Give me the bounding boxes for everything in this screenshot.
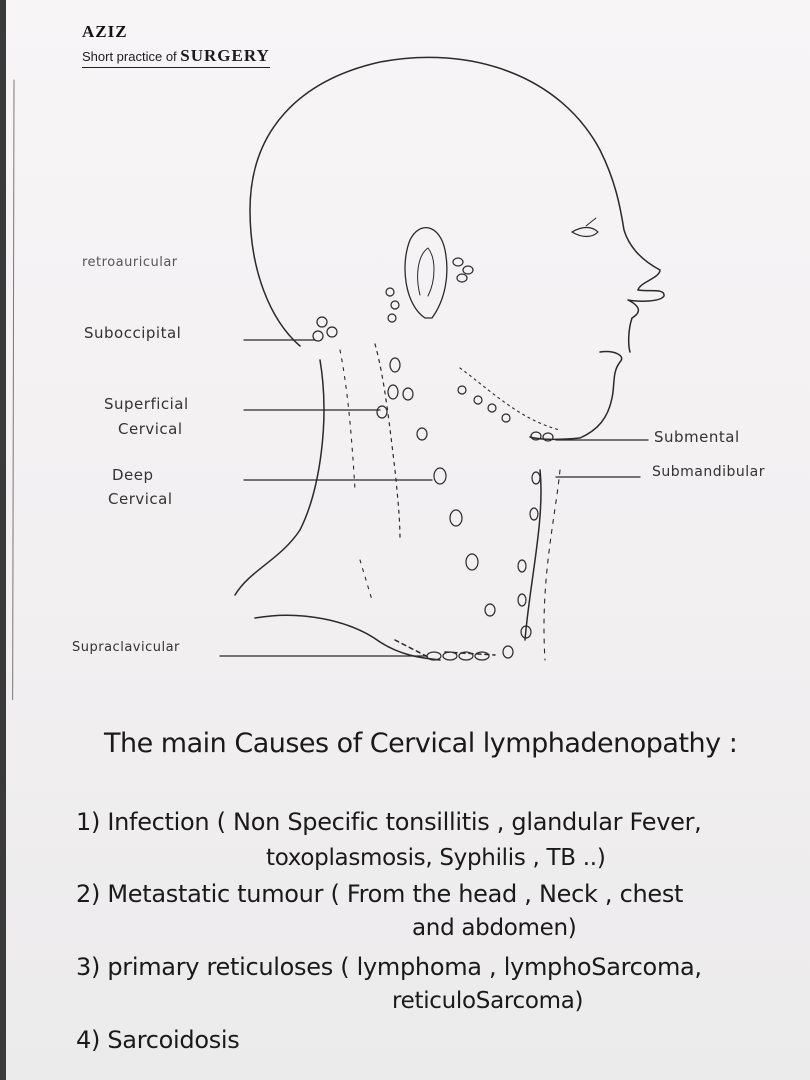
cause-1-cont: toxoplasmosis, Syphilis , TB ..) bbox=[266, 845, 606, 871]
brand-name: AZIZ bbox=[82, 22, 128, 41]
label-deep-cervical: Cervical bbox=[108, 490, 173, 508]
neck-back bbox=[235, 360, 324, 595]
cause-2-cont: and abdomen) bbox=[412, 915, 577, 941]
book-title-bold: SURGERY bbox=[180, 46, 270, 65]
label-deep: Deep bbox=[112, 466, 154, 484]
label-supraclavicular: Supraclavicular bbox=[72, 640, 180, 655]
shoulder bbox=[255, 615, 440, 660]
label-retroauricular: retroauricular bbox=[82, 255, 178, 270]
cause-2: 2) Metastatic tumour ( From the head , Neck , chest bbox=[76, 880, 684, 908]
head-outline bbox=[250, 57, 660, 346]
label-suboccipital: Suboccipital bbox=[84, 324, 182, 342]
eye bbox=[572, 228, 598, 237]
cause-1: 1) Infection ( Non Specific tonsillitis , glandular Fever, bbox=[76, 808, 702, 836]
leader-lines bbox=[220, 340, 648, 656]
cause-3-cont: reticuloSarcoma) bbox=[392, 988, 584, 1014]
nose-lips bbox=[628, 290, 664, 352]
book-prefix: Short practice of bbox=[82, 49, 181, 64]
cause-3: 3) primary reticuloses ( lymphoma , lymphoSarcoma, bbox=[76, 953, 702, 981]
jaw-line bbox=[530, 352, 622, 440]
neck-front bbox=[525, 470, 541, 640]
ear bbox=[405, 228, 447, 318]
causes-heading: The main Causes of Cervical lymphadenopathy : bbox=[104, 728, 738, 759]
label-submental: Submental bbox=[654, 428, 740, 446]
label-superficial-cervical: Cervical bbox=[118, 420, 183, 438]
label-submandibular: Submandibular bbox=[652, 464, 765, 480]
label-superficial: Superficial bbox=[104, 395, 189, 413]
lymph-nodes bbox=[313, 258, 553, 660]
cause-4: 4) Sarcoidosis bbox=[76, 1026, 240, 1054]
